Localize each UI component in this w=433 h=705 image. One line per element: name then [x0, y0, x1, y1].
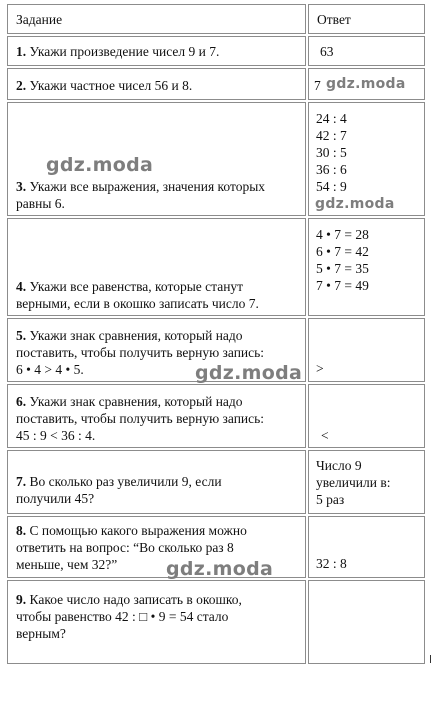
- answer-value: 7 • 7 = 49: [316, 278, 369, 293]
- task-text: [16, 77, 192, 94]
- answer-value: 30 : 5: [316, 145, 347, 160]
- answer-value: 36 : 6: [316, 162, 347, 177]
- task-number: 1.: [16, 44, 27, 59]
- answer-value: >: [316, 361, 324, 376]
- answer-cell: [308, 450, 425, 514]
- answer-value: 7: [314, 78, 321, 93]
- watermark: gdz.moda: [195, 362, 303, 384]
- task-cell: [7, 384, 306, 448]
- answer-cell: [308, 36, 425, 66]
- header-answer-cell: [308, 4, 425, 34]
- answer-cell: [308, 384, 425, 448]
- table-row: [4, 36, 428, 66]
- task-question-line: верным?: [16, 626, 66, 641]
- table-row: [4, 218, 428, 316]
- task-text: [16, 591, 299, 642]
- task-number: 9.: [16, 592, 27, 607]
- task-text: [16, 43, 219, 60]
- watermark: gdz.moda: [46, 154, 154, 176]
- task-question-line: 45 : 9 < 36 : 4.: [16, 428, 96, 443]
- task-question-line: меньше, чем 32?”: [16, 557, 118, 572]
- table-row: [4, 318, 428, 382]
- answer-value: Число 9: [316, 458, 362, 473]
- task-question-line: Какое число надо записать в окошко,: [29, 592, 242, 607]
- task-question-line: Укажи все выражения, значения которых: [29, 179, 266, 194]
- table-row: [4, 516, 428, 578]
- task-question-line: чтобы равенство 42 : □ • 9 = 54 стало: [16, 609, 229, 624]
- task-number: 6.: [16, 394, 27, 409]
- task-number: 8.: [16, 523, 27, 538]
- task-cell: [7, 450, 306, 514]
- task-cell: [7, 318, 306, 382]
- task-number: 7.: [16, 474, 27, 489]
- task-question-line: получили 45?: [16, 491, 95, 506]
- task-text: [16, 278, 299, 312]
- task-question-line: поставить, чтобы получить верную запись:: [16, 411, 265, 426]
- task-text: [16, 178, 299, 212]
- answer-cell: [308, 516, 425, 578]
- watermark: gdz.moda: [166, 558, 274, 580]
- task-question-line: С помощью какого выражения можно: [29, 523, 247, 538]
- task-question-line: Укажи знак сравнения, который надо: [29, 328, 243, 343]
- task-question: Укажи произведение чисел 9 и 7.: [29, 44, 220, 59]
- answer-cell: [308, 102, 425, 216]
- answer-value: увеличили в:: [316, 475, 391, 490]
- task-number: 5.: [16, 328, 27, 343]
- answer-value: 32 : 8: [316, 556, 347, 571]
- answer-list: [316, 457, 418, 508]
- header-task-label: Задание: [16, 12, 63, 27]
- answer-list: [316, 110, 418, 195]
- task-cell: [7, 68, 306, 100]
- task-question: Укажи частное чисел 56 и 8.: [29, 78, 193, 93]
- table-row: [4, 450, 428, 514]
- task-question-line: Во сколько раз увеличили 9, если: [29, 474, 222, 489]
- answer-cell: [308, 318, 425, 382]
- answer-value: 5 • 7 = 35: [316, 261, 369, 276]
- answer-cell: [308, 580, 425, 664]
- answer-value: 5 раз: [316, 492, 345, 507]
- table-header-row: [4, 4, 428, 34]
- task-question-line: Укажи все равенства, которые станут: [29, 279, 244, 294]
- task-cell: [7, 218, 306, 316]
- task-text: [16, 473, 299, 507]
- task-cell: [7, 102, 306, 216]
- watermark: gdz.moda: [326, 76, 406, 92]
- task-number: 2.: [16, 78, 27, 93]
- answer-value: 63: [320, 44, 334, 59]
- table-row: [4, 68, 428, 100]
- task-question-line: верными, если в окошко записать число 7.: [16, 296, 259, 311]
- task-number: 4.: [16, 279, 27, 294]
- answer-value: 4 • 7 = 28: [316, 227, 369, 242]
- answer-value: 6 • 7 = 42: [316, 244, 369, 259]
- task-question-line: равны 6.: [16, 196, 65, 211]
- task-cell: [7, 580, 306, 664]
- answer-value: <: [321, 428, 329, 443]
- task-question-line: Укажи знак сравнения, который надо: [29, 394, 243, 409]
- answer-text: [321, 427, 418, 444]
- answer-text: [316, 360, 418, 377]
- answer-cell: [308, 218, 425, 316]
- answer-text: [316, 555, 418, 572]
- task-number: 3.: [16, 179, 27, 194]
- table-row: [4, 384, 428, 448]
- answer-value: 42 : 7: [316, 128, 347, 143]
- table-row: [4, 580, 428, 664]
- watermark: gdz.moda: [315, 196, 395, 212]
- header-answer-label: Ответ: [317, 12, 351, 27]
- table-row: [4, 102, 428, 216]
- answer-value: 24 : 4: [316, 111, 347, 126]
- answer-cell: [308, 68, 425, 100]
- answer-value: 54 : 9: [316, 179, 347, 194]
- divider: [430, 655, 431, 663]
- task-cell: [7, 516, 306, 578]
- task-question-line: 6 • 4 > 4 • 5.: [16, 362, 84, 377]
- task-cell: [7, 36, 306, 66]
- task-question-line: поставить, чтобы получить верную запись:: [16, 345, 265, 360]
- task-text: [16, 393, 299, 444]
- answer-list: [316, 226, 418, 294]
- header-task-cell: [7, 4, 306, 34]
- task-question-line: ответить на вопрос: “Во сколько раз 8: [16, 540, 234, 555]
